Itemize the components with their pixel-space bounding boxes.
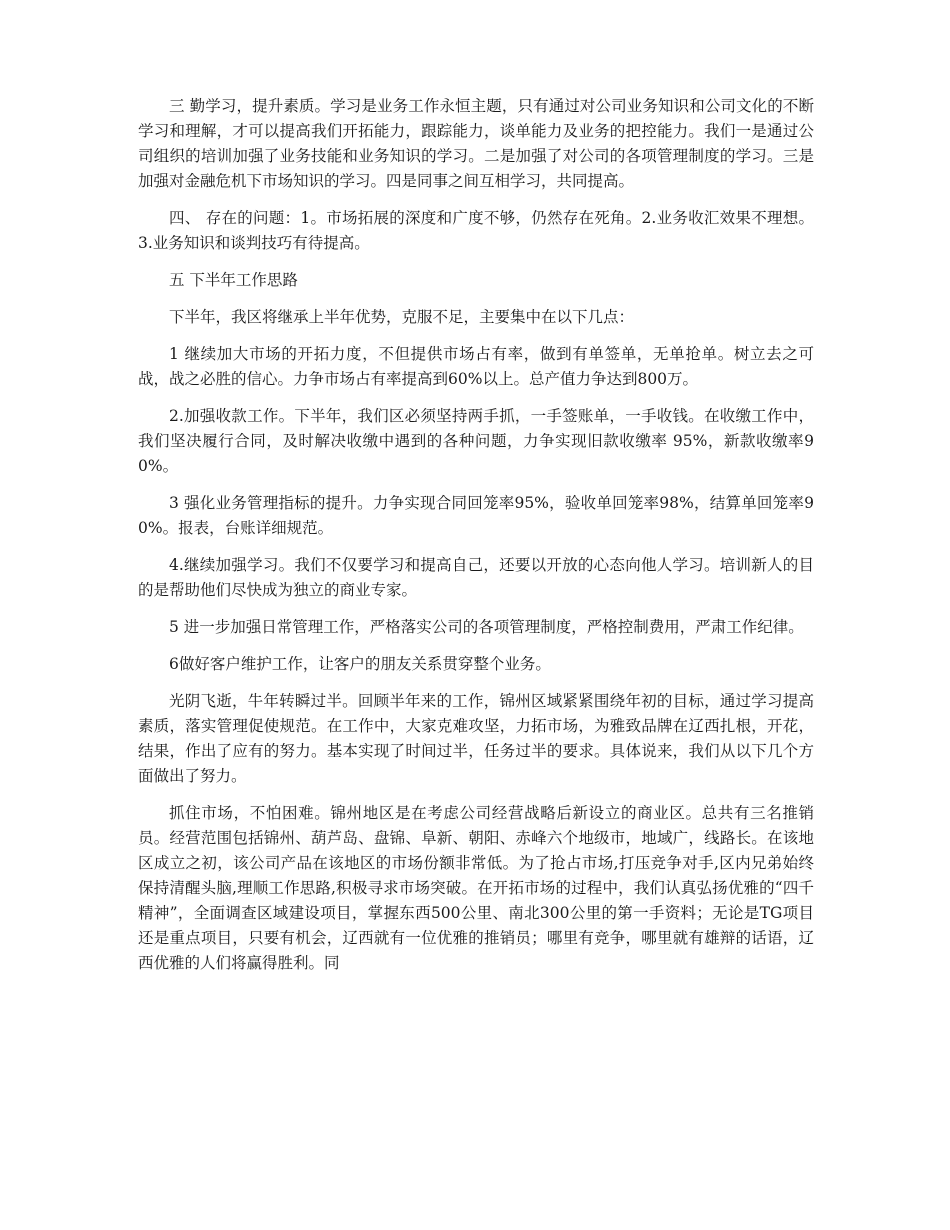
- paragraph-plan-3: 3 强化业务管理指标的提升。力争实现合同回笼率95%，验收单回笼率98%，结算单回笼率90%。报表，台账详细规范。: [138, 494, 814, 537]
- paragraph-market: 抓住市场，不怕困难。锦州地区是在考虑公司经营战略后新设立的商业区。总共有三名推销员。经营范围包括锦州、葫芦岛、盘锦、阜新、朝阳、赤峰六个地级市，地域广，线路长。在该地区成立之初，该公司产品在该地区的市场份额非常低。为了抢占市场,打压竞争对手,区内兄弟始终保持清醒头脑,理顺工作思路,积极寻求市场突破。在开拓市场的过程中，我们认真弘扬优雅的“四千精神”，全面调查区域建设项目，掌握东西500公里、南北300公里的第一手资料；无论是TG项目还是重点项目，只要有机会，辽西就有一位优雅的推销员；哪里有竞争，哪里就有雄辩的话语，辽西优雅的人们将赢得胜利。同: [138, 804, 814, 972]
- paragraph-plan-4: 4.继续加强学习。我们不仅要学习和提高自己，还要以开放的心态向他人学习。培训新人的目的是帮助他们尽快成为独立的商业专家。: [138, 556, 814, 599]
- paragraph-plan-intro: 下半年，我区将继承上半年优势，克服不足，主要集中在以下几点：: [169, 308, 635, 326]
- paragraph-plan-1: 1 继续加大市场的开拓力度，不但提供市场占有率，做到有单签单，无单抢单。树立去之可战，战之必胜的信心。力争市场占有率提高到60%以上。总产值力争达到800万。: [138, 345, 814, 388]
- section-heading-plan: 五 下半年工作思路: [169, 271, 298, 289]
- paragraph-problems: 四、 存在的问题：1。市场拓展的深度和广度不够，仍然存在死角。2.业务收汇效果不理想。3.业务知识和谈判技巧有待提高。: [138, 209, 814, 252]
- document-body: [138, 94, 814, 988]
- paragraph-study: 三 勤学习，提升素质。学习是业务工作永恒主题，只有通过对公司业务知识和公司文化的不断学习和理解，才可以提高我们开拓能力，跟踪能力，谈单能力及业务的把控能力。我们一是通过公司组织的培训加强了业务技能和业务知识的学习。二是加强了对公司的各项管理制度的学习。三是加强对金融危机下市场知识的学习。四是同事之间互相学习，共同提高。: [138, 97, 814, 190]
- paragraph-review: 光阴飞逝，牛年转瞬过半。回顾半年来的工作，锦州区域紧紧围绕年初的目标，通过学习提高素质，落实管理促使规范。在工作中，大家克难攻坚，力拓市场，为雅致品牌在辽西扎根，开花，结果，作出了应有的努力。基本实现了时间过半，任务过半的要求。具体说来，我们从以下几个方面做出了努力。: [138, 692, 814, 785]
- paragraph-plan-5: 5 进一步加强日常管理工作，严格落实公司的各项管理制度，严格控制费用，严肃工作纪律。: [169, 618, 804, 636]
- paragraph-plan-6: 6做好客户维护工作，让客户的朋友关系贯穿整个业务。: [169, 655, 551, 673]
- paragraph-plan-2: 2.加强收款工作。下半年，我们区必须坚持两手抓，一手签账单，一手收钱。在收缴工作中，我们坚决履行合同，及时解决收缴中遇到的各种问题，力争实现旧款收缴率 95%，新款收缴率90%。: [138, 407, 814, 475]
